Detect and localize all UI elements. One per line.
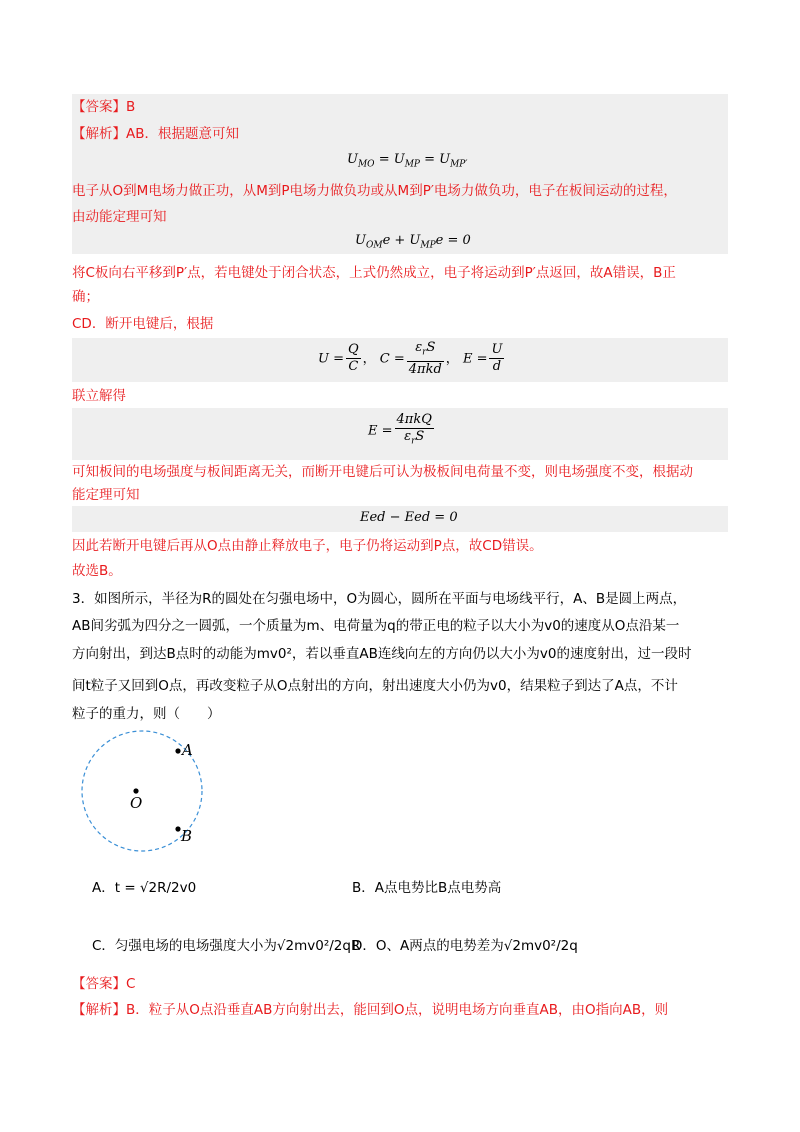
option-B[interactable]: B．A点电势比B点电势高	[352, 880, 502, 896]
analysis-line-8: 可知板间的电场强度与板间距离无关，而断开电键后可认为极板间电荷量不变，则电场强度不变，根据动	[72, 464, 693, 480]
analysis-line-q3	[72, 1001, 668, 1019]
analysis-line-6: CD．断开电键后，根据	[72, 316, 214, 332]
analysis-line-5: 确；	[72, 289, 99, 305]
question-line-1: 3．如图所示，半径为R的圆处在匀强电场中，O为圆心，圆所在平面与电场线平行，A、B是圆上两点，	[72, 591, 687, 607]
equation-2: $U_{OM}e + U_{MP}e = 0$	[355, 233, 471, 251]
analysis-line-9: 能定理可知	[72, 487, 140, 503]
analysis-line-1	[72, 125, 239, 143]
option-C[interactable]: C．匀强电场的电场强度大小为√2mv0²/2qR	[92, 938, 361, 954]
question-line-2: AB间劣弧为四分之一圆弧，一个质量为m、电荷量为q的带正电的粒子以大小为v0的速度从O点沿某一	[72, 618, 680, 634]
answer-value: B	[126, 99, 136, 115]
equation-5: Eed − Eed = 0	[360, 510, 458, 525]
circle-figure	[60, 728, 240, 858]
highlight-block-1	[72, 94, 728, 254]
answer-line-2	[72, 975, 135, 993]
question-line-3: 方向射出，到达B点时的动能为mv0²，若以垂直AB连线向左的方向仍以大小为v0的速度射出，过一段时	[72, 646, 692, 662]
label-O: O	[130, 794, 143, 812]
point-O	[133, 788, 138, 793]
option-D[interactable]: D．O、A两点的电势差为√2mv0²/2q	[352, 938, 578, 954]
question-line-4: 间t粒子又回到O点，再改变粒子从O点射出的方向，射出速度大小仍为v0，结果粒子到达了A点，不计	[72, 678, 678, 694]
point-A	[175, 748, 180, 753]
analysis-tag-2: 【解析】	[72, 1002, 126, 1018]
equation-1: $U_{MO} = U_{MP} = U_{MP'}$	[347, 152, 468, 170]
label-A: A	[182, 741, 193, 759]
answer-tag-2: 【答案】	[72, 976, 126, 992]
equation-3: U = $\frac{Q}{C}$ ， C = $\frac{\varepsilon_rS}{\text{4πkd}}$ ， E = $\frac{U}{d}$	[318, 340, 503, 377]
answer-tag: 【答案】	[72, 99, 126, 115]
question-line-5: 粒子的重力，则（ ）	[72, 706, 221, 722]
analysis-tag: 【解析】	[72, 126, 126, 142]
answer-value-2: C	[126, 976, 136, 992]
analysis-text: AB．根据题意可知	[126, 126, 239, 142]
analysis-line-2: 电子从O到M电场力做正功，从M到P电场力做负功或从M到P′电场力做负功，电子在板间运动的过程，	[72, 183, 677, 199]
equation-4: E = $\frac{\text{4πkQ}}{\varepsilon_rS}$	[368, 412, 432, 447]
analysis-line-11: 故选B。	[72, 563, 122, 579]
label-B: B	[181, 827, 193, 845]
option-A[interactable]: A．t = √2R/2v0	[92, 880, 197, 896]
answer-line-1	[72, 98, 135, 116]
analysis-line-4: 将C板向右平移到P′点，若电键处于闭合状态，上式仍然成立，电子将运动到P′点返回，故A错误，B正	[72, 265, 676, 281]
point-B	[175, 826, 180, 831]
analysis-line-10: 因此若断开电键后再从O点由静止释放电子，电子仍将运动到P点，故CD错误。	[72, 538, 543, 554]
analysis-line-3: 由动能定理可知	[72, 209, 167, 225]
analysis-text-2: B．粒子从O点沿垂直AB方向射出去，能回到O点，说明电场方向垂直AB，由O指向AB，则	[126, 1002, 669, 1018]
analysis-line-7: 联立解得	[72, 388, 126, 404]
